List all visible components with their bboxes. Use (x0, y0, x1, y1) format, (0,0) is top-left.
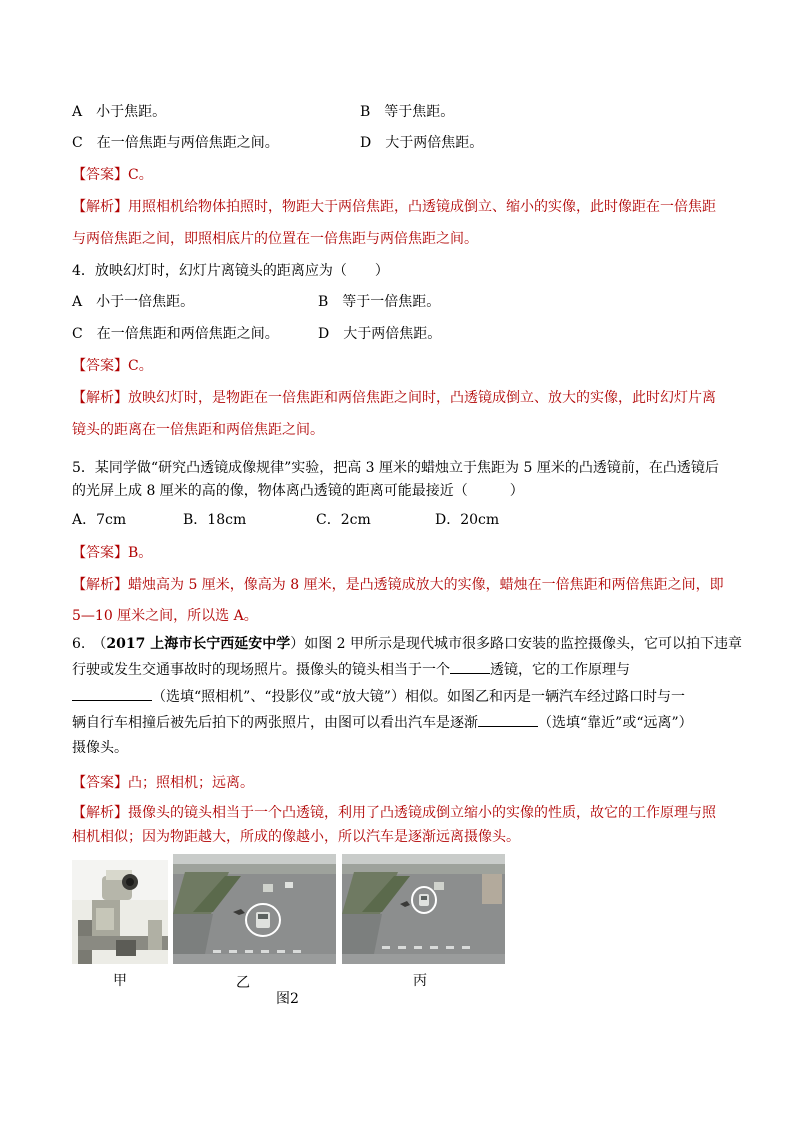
q6-stem-text: （选填“照相机”、“投影仪”或“放大镜”）相似。如图乙和丙是一辆汽车经过路口时与一 (152, 689, 685, 705)
analysis-text: 用照相机给物体拍照时，物距大于两倍焦距，凸透镜成倒立、缩小的实像，此时像距在一倍焦距 (128, 199, 716, 215)
q6-stem-text: ）如图 2 甲所示是现代城市很多路口安装的监控摄像头，它可以拍下违章 (290, 636, 743, 652)
figure-label-jia: 甲 (113, 973, 127, 989)
q6-stem-text: 行驶或发生交通事故时的现场照片。摄像头的镜头相当于一个 (72, 662, 450, 678)
q5-option-a: A．7cm (72, 512, 127, 528)
q6-stem-text: （选填“靠近”或“远离”） (538, 715, 693, 731)
q5-option-c: C．2cm (316, 512, 371, 528)
q3-option-b: B 等于焦距。 (360, 104, 455, 120)
q6-stem-line1 (72, 634, 742, 654)
analysis-tag: 【解析】 (72, 577, 128, 593)
answer-text: B。 (128, 545, 153, 561)
analysis-text: 放映幻灯时，是物距在一倍焦距和两倍焦距之间时，凸透镜成倒立、放大的实像，此时幻灯片离 (128, 390, 716, 406)
q3-option-c: C 在一倍焦距与两倍焦距之间。 (72, 135, 279, 151)
q4-option-b: B 等于一倍焦距。 (318, 294, 441, 310)
q5-answer (72, 543, 152, 563)
answer-text: C。 (128, 167, 153, 183)
q4-option-c: C 在一倍焦距和两倍焦距之间。 (72, 326, 279, 342)
q5-stem-line2: 的光屏上成 8 厘米的高的像，物体离凸透镜的距离可能最接近（ ） (72, 483, 524, 499)
q4-answer (72, 356, 153, 376)
q3-answer (72, 165, 153, 185)
q5-option-d: D．20cm (435, 512, 500, 528)
answer-text: 凸；照相机；远离。 (128, 775, 254, 791)
q6-answer (72, 773, 254, 793)
q6-stem-text: 透镜，它的工作原理与 (490, 662, 630, 678)
fill-blank (72, 686, 152, 701)
fill-blank (478, 712, 538, 727)
q5-stem-line1: 5．某同学做“研究凸透镜成像规律”实验，把高 3 厘米的蜡烛立于焦距为 5 厘米的凸透镜前，在凸透镜后 (72, 460, 719, 476)
q5-option-b: B．18cm (183, 512, 247, 528)
q3-option-d: D 大于两倍焦距。 (360, 135, 484, 151)
q4-analysis-line1 (72, 388, 716, 408)
q6-analysis-line1 (72, 803, 716, 823)
street-photo-yi (173, 854, 336, 964)
q5-analysis-line2: 5—10 厘米之间，所以选 A。 (72, 608, 258, 624)
q6-stem-line4 (72, 712, 693, 733)
figure-label-bing: 丙 (413, 973, 427, 989)
q6-stem-line5: 摄像头。 (72, 740, 128, 756)
figure-caption: 图2 (276, 991, 299, 1007)
q6-stem-text: 辆自行车相撞后被先后拍下的两张照片，由图可以看出汽车是逐渐 (72, 715, 478, 731)
q3-option-a: A 小于焦距。 (72, 104, 167, 120)
q6-source: 2017 上海市长宁西延安中学 (106, 636, 291, 652)
answer-tag: 【答案】 (72, 167, 128, 183)
q4-analysis-line2: 镜头的距离在一倍焦距和两倍焦距之间。 (72, 422, 324, 438)
q4-option-a: A 小于一倍焦距。 (72, 294, 195, 310)
answer-text: C。 (128, 358, 153, 374)
street-photo-bing (342, 854, 505, 964)
analysis-tag: 【解析】 (72, 805, 128, 821)
q6-stem-line3 (72, 686, 685, 707)
answer-tag: 【答案】 (72, 775, 128, 791)
analysis-text: 摄像头的镜头相当于一个凸透镜，利用了凸透镜成倒立缩小的实像的性质，故它的工作原理与照 (128, 805, 716, 821)
figure-label-yi: 乙 (236, 975, 250, 991)
analysis-text: 蜡烛高为 5 厘米，像高为 8 厘米，是凸透镜成放大的实像，蜡烛在一倍焦距和两倍焦距之间，即 (128, 577, 724, 593)
q4-stem: 4．放映幻灯时，幻灯片离镜头的距离应为（ ） (72, 263, 389, 279)
analysis-tag: 【解析】 (72, 199, 128, 215)
q4-option-d: D 大于两倍焦距。 (318, 326, 442, 342)
q6-analysis-line2: 相机相似；因为物距越大，所成的像越小，所以汽车是逐渐远离摄像头。 (72, 829, 520, 845)
q6-stem-line2 (72, 659, 630, 680)
q3-analysis-line1 (72, 197, 716, 217)
answer-tag: 【答案】 (72, 545, 128, 561)
analysis-tag: 【解析】 (72, 390, 128, 406)
answer-tag: 【答案】 (72, 358, 128, 374)
fill-blank (450, 659, 490, 674)
camera-photo (72, 860, 168, 964)
q6-number: 6. （ (72, 636, 107, 652)
q3-analysis-line2: 与两倍焦距之间，即照相底片的位置在一倍焦距与两倍焦距之间。 (72, 231, 478, 247)
q5-analysis-line1 (72, 575, 724, 595)
